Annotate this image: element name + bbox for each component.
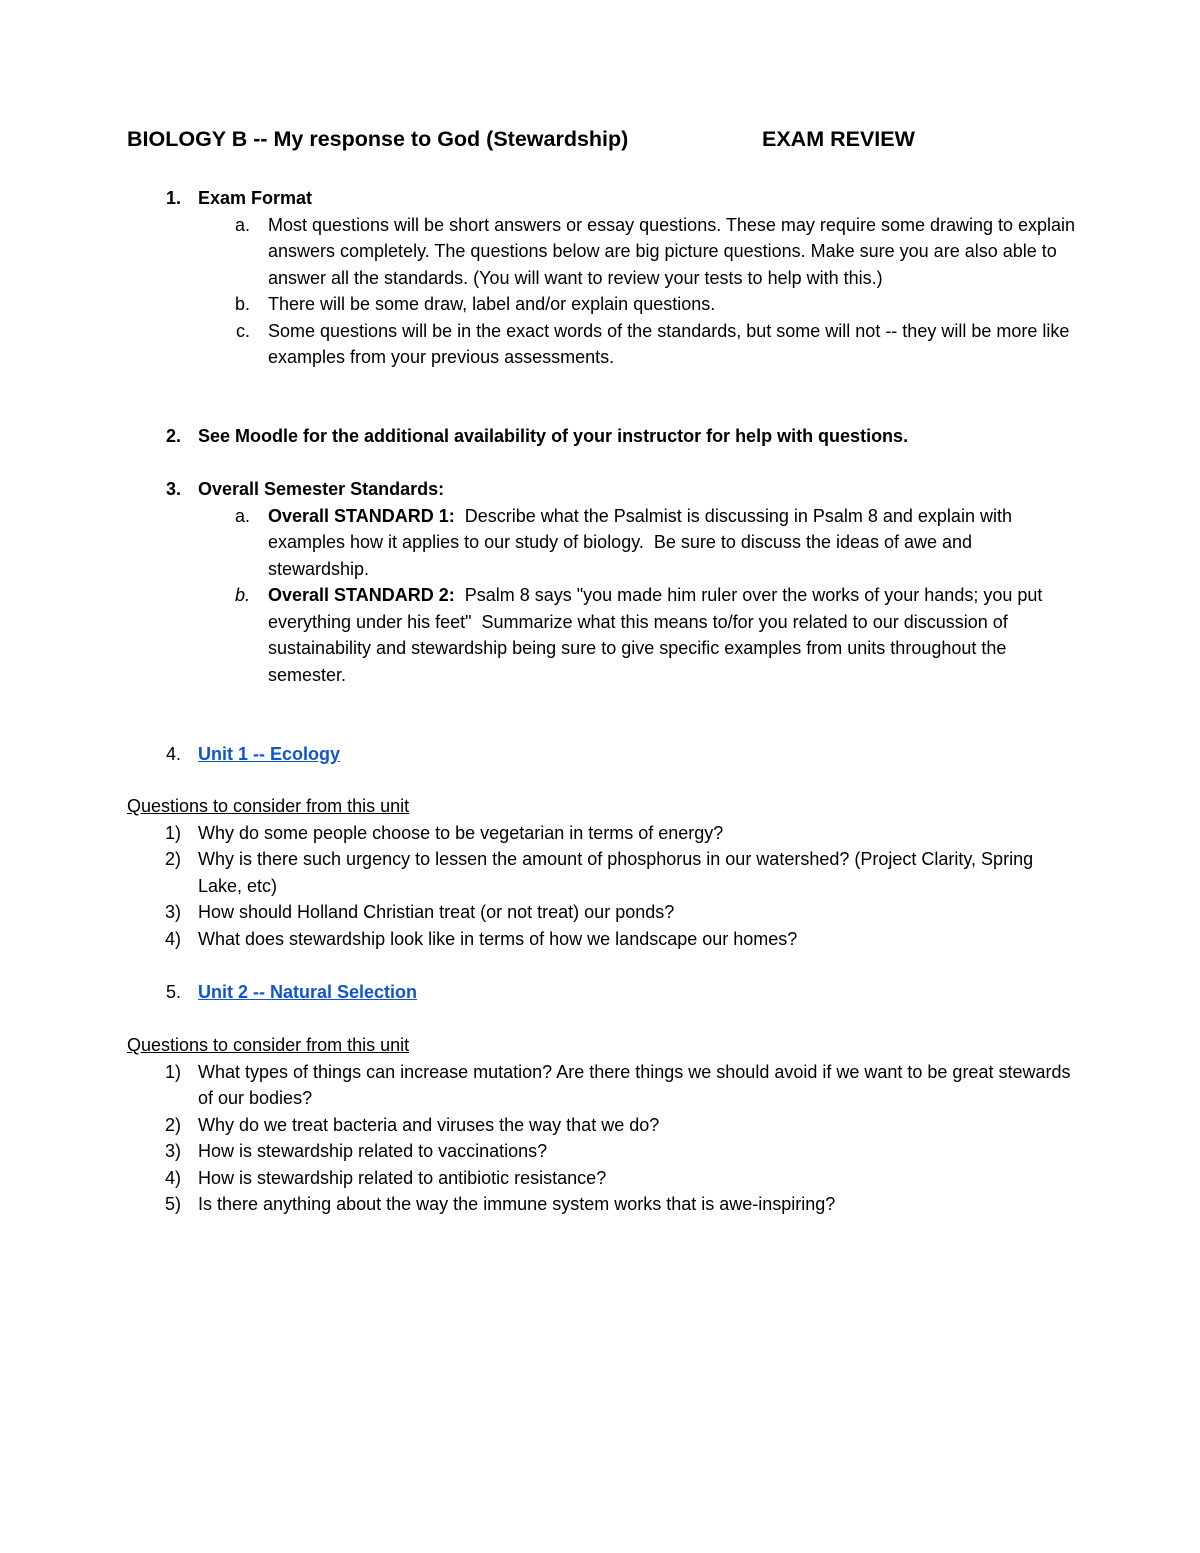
list-item bbox=[0, 212, 1200, 292]
question-marker: 3) bbox=[164, 902, 181, 922]
question-marker: 1) bbox=[164, 1061, 181, 1082]
section-heading: See Moodle for the additional availability of your instructor for help with questions. bbox=[198, 426, 909, 446]
question-marker: 4) bbox=[164, 1167, 181, 1188]
question-text: How is stewardship related to antibiotic resistance? bbox=[198, 1167, 607, 1188]
questions-heading: Questions to consider from this unit bbox=[127, 796, 410, 816]
question-item bbox=[0, 899, 1200, 926]
question-marker: 2) bbox=[164, 1114, 181, 1135]
section-heading: Exam Format bbox=[198, 188, 313, 208]
unit-1-link[interactable]: Unit 1 -- Ecology bbox=[198, 744, 341, 764]
question-item bbox=[0, 820, 1200, 847]
title-left: BIOLOGY B -- My response to God (Stewardship) bbox=[127, 127, 629, 151]
question-item bbox=[0, 1191, 1200, 1218]
list-item bbox=[0, 291, 1200, 318]
question-text: What does stewardship look like in terms of how we landscape our homes? bbox=[198, 928, 798, 949]
standard-label: Overall STANDARD 2: bbox=[268, 585, 455, 605]
unit-2-questions bbox=[0, 1032, 1200, 1218]
question-item bbox=[0, 1059, 1200, 1112]
standard-text: Describe what the Psalmist is discussing in Psalm 8 and explain with examples how it applies to our study of biology. Be sure to discuss the ideas of awe and stewardship. bbox=[268, 505, 1017, 579]
section-number: 1. bbox=[165, 188, 181, 208]
unit-2-link[interactable]: Unit 2 -- Natural Selection bbox=[198, 982, 418, 1002]
question-item bbox=[0, 926, 1200, 953]
question-text: What types of things can increase mutation? Are there things we should avoid if we want to be great stewards of our bodies? bbox=[198, 1061, 1071, 1108]
section-unit-1 bbox=[0, 741, 1200, 768]
list-marker: b. bbox=[234, 585, 250, 605]
list-item-text: Some questions will be in the exact words of the standards, but some will not -- they will be more like examples from your previous assessments. bbox=[268, 320, 1070, 367]
section-moodle bbox=[0, 423, 1200, 450]
question-text: How is stewardship related to vaccinations? bbox=[198, 1141, 548, 1161]
standard-text: Psalm 8 says "you made him ruler over the works of your hands; you put everything under his feet" Summarize what this means to/for you related to our discussion of sustainability and stewardship being sure to give specific examples from units throughout the semester. bbox=[268, 585, 1048, 685]
list-marker: b. bbox=[234, 294, 250, 314]
section-number: 2. bbox=[165, 426, 181, 446]
title-right: EXAM REVIEW bbox=[762, 127, 915, 151]
section-standards bbox=[0, 476, 1200, 688]
section-unit-2 bbox=[0, 979, 1200, 1006]
question-marker: 4) bbox=[164, 928, 181, 949]
question-item bbox=[0, 1138, 1200, 1165]
list-marker: c. bbox=[235, 320, 250, 341]
question-text: Why is there such urgency to lessen the amount of phosphorus in our watershed? (Project Clarity, Spring Lake, etc) bbox=[198, 849, 1034, 896]
question-text: Why do we treat bacteria and viruses the way that we do? bbox=[198, 1114, 660, 1135]
unit-1-questions bbox=[0, 793, 1200, 952]
section-number: 5. bbox=[165, 982, 181, 1002]
question-marker: 1) bbox=[164, 822, 181, 843]
standard-label: Overall STANDARD 1: bbox=[268, 505, 455, 526]
list-marker: a. bbox=[234, 505, 250, 526]
list-item bbox=[0, 582, 1200, 688]
section-heading: Overall Semester Standards: bbox=[198, 479, 445, 499]
section-number: 4. bbox=[165, 744, 181, 764]
document-title bbox=[127, 127, 947, 152]
question-item bbox=[0, 846, 1200, 899]
question-item bbox=[0, 1112, 1200, 1139]
list-item-text: There will be some draw, label and/or explain questions. bbox=[268, 294, 716, 314]
question-marker: 5) bbox=[164, 1194, 181, 1214]
question-text: Why do some people choose to be vegetarian in terms of energy? bbox=[198, 822, 724, 843]
question-marker: 3) bbox=[164, 1141, 181, 1161]
question-marker: 2) bbox=[164, 849, 181, 869]
section-exam-format bbox=[0, 185, 1200, 371]
section-number: 3. bbox=[165, 479, 181, 499]
question-text: How should Holland Christian treat (or not treat) our ponds? bbox=[198, 902, 675, 922]
list-item-text: Most questions will be short answers or essay questions. These may require some drawing to explain answers completely. The questions below are big picture questions. Make sure you are also able to answer all the standards. (You will want to review your tests to help with this.) bbox=[268, 214, 1076, 288]
question-text: Is there anything about the way the immune system works that is awe-inspiring? bbox=[198, 1194, 836, 1214]
questions-heading: Questions to consider from this unit bbox=[127, 1035, 410, 1055]
list-item bbox=[0, 503, 1200, 583]
list-item bbox=[0, 318, 1200, 371]
list-marker: a. bbox=[234, 214, 250, 235]
question-item bbox=[0, 1165, 1200, 1192]
